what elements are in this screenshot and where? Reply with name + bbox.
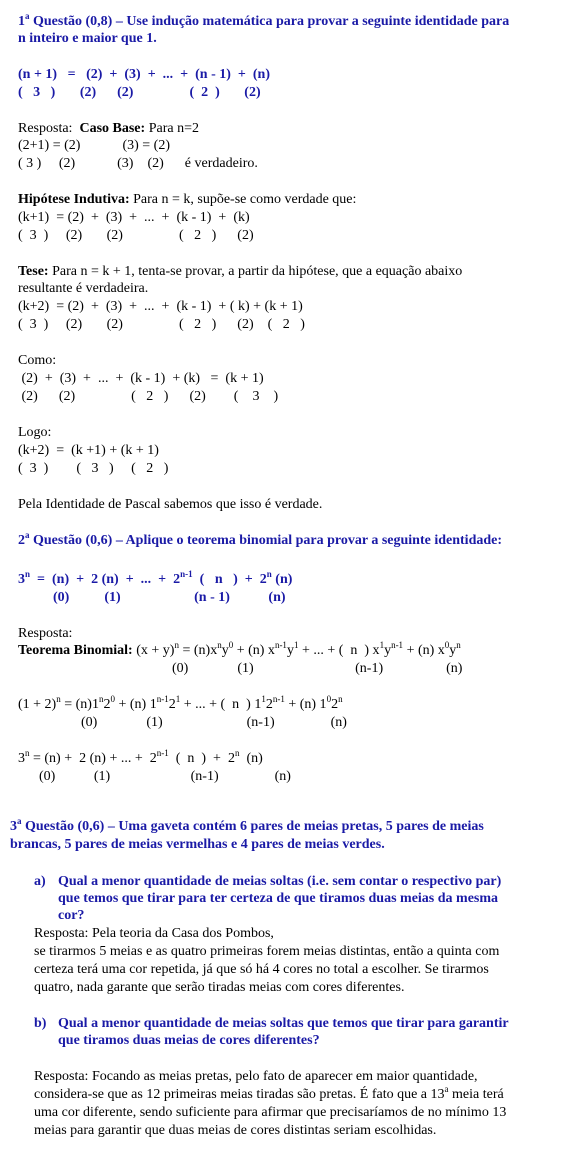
q1-thesis-eq-top: (k+2) = (2) + (3) + ... + (k - 1) + ( k) + (k + 1)	[18, 299, 303, 314]
q2-binomial-bottom: (0) (1) (n-1) (n)	[18, 661, 463, 676]
q3b-question-line1: Qual a menor quantidade de meias soltas que temos que tirar para garantir	[58, 1016, 509, 1031]
q1-como-label: Como:	[18, 353, 57, 368]
q2-binomial-theorem: Teorema Binomial: $(x + y)^n = (n)x^ny^0 + (n)$ $x^{n-1}y^1$ + ... + ( n ) $x^1y^{n-1} + (n)$ $x^0y^n$	[18, 640, 461, 658]
q1-logo-eq-top: (k+2) = (k +1) + (k + 1)	[18, 443, 159, 458]
q3-title: 3$^a$ Questão (0,6) – Uma gaveta contém 6 pares de meias pretas, 5 pares de meias	[10, 816, 484, 834]
q3b-marker: b)	[34, 1016, 47, 1031]
q1-thesis: Tese: Para n = k + 1, tenta-se provar, a partir da hipótese, que a equação abaixo	[18, 264, 463, 279]
q2-result-top: $3^n = (n) + 2$ (n) + ... + 2$^{n-1}$ ( n ) + 2$^n$ (n)	[18, 748, 263, 766]
q2-result-bottom: (0) (1) (n-1) (n)	[18, 769, 291, 784]
q1-thesis-line2: resultante é verdadeira.	[18, 281, 149, 296]
q3b-question-line2: que tiramos duas meias de cores diferentes?	[58, 1033, 320, 1048]
q1-hyp-eq-top: (k+1) = (2) + (3) + ... + (k - 1) + (k)	[18, 210, 250, 225]
q1-pascal-conclusion: Pela Identidade de Pascal sabemos que isso é verdade.	[18, 497, 323, 512]
q1-thesis-eq-bottom: ( 3 ) (2) (2) ( 2 ) (2) ( 2 )	[18, 317, 305, 332]
q1-logo-eq-bottom: ( 3 ) ( 3 ) ( 2 )	[18, 461, 169, 476]
q1-logo-label: Logo:	[18, 425, 52, 440]
q3b-answer-line3: uma cor diferente, sendo suficiente para afirmar que precisaríamos de no mínimo 13	[34, 1105, 507, 1120]
q3b-answer-line4: meias para garantir que duas meias de cores distintas seriam escolhidas.	[34, 1123, 437, 1138]
q1-title: 1$^a$ Questão (0,8) – Use indução matemática para provar a seguinte identidade para	[18, 11, 510, 29]
q3a-answer-line1: Resposta: Pela teoria da Casa dos Pombos,	[34, 926, 274, 941]
q1-hyp-eq-bottom: ( 3 ) (2) (2) ( 2 ) (2)	[18, 228, 254, 243]
q1-identity-bottom: ( 3 ) (2) (2) ( 2 ) (2)	[18, 85, 261, 100]
q1-como-eq-top: (2) + (3) + ... + (k - 1) + (k) = (k + 1)	[18, 371, 264, 386]
q2-expansion-top: $(1 + 2)^n = (n)1^n2^0 + (n)$ $1^{n-1}2^1$ + ... + ( n ) $1^12^{n-1} + (n)$ $1^02^n$	[18, 694, 343, 712]
q1-title-line2: n inteiro e maior que 1.	[18, 31, 157, 46]
q2-resp-label: Resposta:	[18, 626, 73, 641]
q1-como-eq-bottom: (2) (2) ( 2 ) (2) ( 3 )	[18, 389, 279, 404]
q3b-answer-line1: Resposta: Focando as meias pretas, pelo fato de aparecer em maior quantidade,	[34, 1069, 478, 1084]
q3a-answer-line2: se tirarmos 5 meias e as quatro primeiras forem meias distintas, então a quinta com	[34, 944, 500, 959]
q1-hypothesis: Hipótese Indutiva: Para n = k, supõe-se como verdade que:	[18, 192, 357, 207]
q2-expansion-bottom: (0) (1) (n-1) (n)	[18, 715, 347, 730]
q3a-question-line1: Qual a menor quantidade de meias soltas (i.e. sem contar o respectivo par)	[58, 874, 502, 889]
q1-base-case: Resposta: Caso Base: Para n=2	[18, 121, 199, 136]
q2-identity-top: 3$^n$ = (n) + 2 (n) + ... + 2$^{n-1}$ ( n ) + 2$^n$ (n)	[18, 569, 293, 587]
q1-identity-top: (n + 1) = (2) + (3) + ... + (n - 1) + (n)	[18, 67, 271, 82]
q3-title-line2: brancas, 5 pares de meias vermelhas e 4 pares de meias verdes.	[10, 837, 385, 852]
q3a-question-line2: que temos que tirar para ter certeza de que tiramos duas meias da mesma	[58, 891, 499, 906]
q3a-question-line3: cor?	[58, 908, 85, 923]
q3a-marker: a)	[34, 874, 46, 889]
q2-title: 2$^a$ Questão (0,6) – Aplique o teorema binomial para provar a seguinte identidade:	[18, 530, 503, 548]
q1-base-eq-top: (2+1) = (2) (3) = (2)	[18, 138, 170, 153]
q3a-answer-line3: certeza terá uma cor repetida, já que só há 4 cores no total a escolher. Se tirarmos	[34, 962, 489, 977]
q2-identity-bottom: (0) (1) (n - 1) (n)	[18, 590, 286, 605]
q3a-answer-line4: quatro, nada garante que serão tiradas meias com cores diferentes.	[34, 980, 405, 995]
q3b-answer-line2: considera-se que as 12 primeiras meias tiradas são pretas. É fato que a 13$^a$ meia terá	[34, 1084, 504, 1102]
q1-base-eq-bottom: ( 3 ) (2) (3) (2) é verdadeiro.	[18, 156, 258, 171]
